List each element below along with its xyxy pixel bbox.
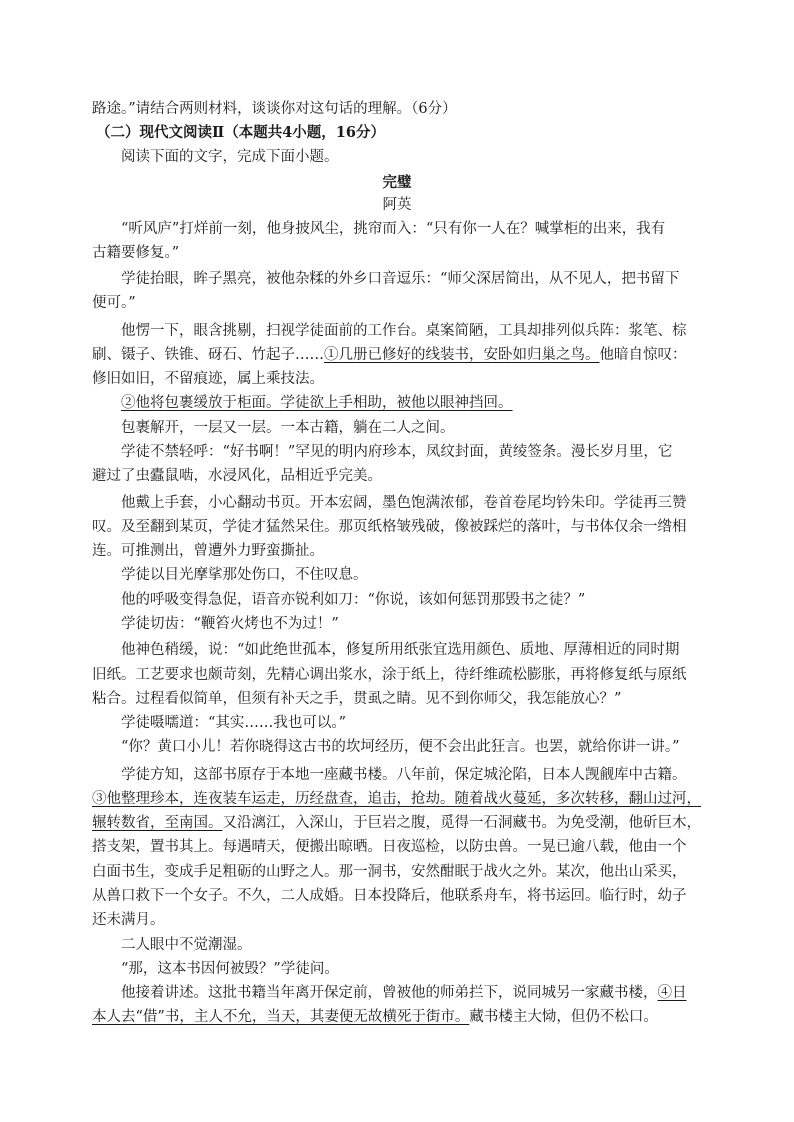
line-text: “听风庐”打烊前一刻，他身披风尘，挑帘而入：“只有你一人在？喊掌柜的出来，我有 (121, 221, 666, 237)
line-text: 学徒抬眼，眸子黑亮，被他杂糅的外乡口音逗乐：“师父深居简出，从不见人，把书留下 (121, 271, 680, 287)
story-line (121, 321, 687, 341)
reading-instruction: 阅读下面的文字，完成下面小题。 (121, 149, 339, 165)
line-text: 粘合。过程看似简单，但须有补天之手，贯虱之睛。见不到你师父，我怎能放心？” (92, 691, 622, 707)
underlined-passage: ②他将包裹缓放于柜面。学徒欲上手相助，被他以眼神挡回。 (121, 395, 513, 411)
story-author: 阿英 (382, 197, 412, 213)
story-line (121, 493, 687, 513)
story-line (121, 565, 368, 585)
story-line (121, 614, 339, 634)
story-line (92, 665, 687, 685)
line-text: 刷、镊子、铁锥、砑石、竹起子…… (92, 347, 324, 363)
story-line (92, 541, 324, 561)
story-line (92, 886, 687, 906)
line-text: 他暗自惊叹： (599, 347, 687, 363)
line-text: 二人眼中不觉潮湿。 (121, 937, 252, 953)
line-text: “你？黄口小儿！若你晓得这古书的坎坷经历，便不会出此狂言。也罢，就给你讲一讲。” (121, 739, 680, 755)
underlined-passage: 本人去“借”书，主人不允，当天，其妻便无故横死于街市。 (92, 1009, 470, 1025)
story-line (92, 813, 701, 833)
line-text: 他的呼吸变得急促，语音亦锐利如刀：“你说，该如何惩罚那毁书之徒？” (121, 592, 586, 608)
section-heading: （二）现代文阅读Ⅱ（本题共4小题，16分） (96, 124, 385, 141)
story-line (121, 765, 687, 785)
story-line (92, 1007, 658, 1027)
story-line (92, 862, 687, 882)
line-text: 学徒嗫嚅道：“其实……我也可以。” (121, 715, 347, 731)
line-text: 连。可推测出，曾遭外力野蛮撕扯。 (92, 543, 324, 559)
story-line (92, 910, 165, 930)
story-line (121, 393, 513, 413)
line-text: 他接着讲述。这批书籍当年离开保定前，曾被他的师弟拦下，说同城另一家藏书楼， (121, 985, 658, 1001)
line-text: 旧纸。工艺要求也颇苛刻，先精心调出浆水，涂于纸上，待纤维疏松膨胀，再将修复纸与原纸 (92, 667, 687, 683)
previous-question-end: 路途。”请结合两则材料，谈谈你对这句话的理解。（6分） (92, 101, 457, 117)
story-line (92, 369, 324, 389)
line-text: 修旧如旧，不留痕迹，属上乘技法。 (92, 371, 324, 387)
story-title: 完璧 (382, 174, 412, 191)
line-text: 避过了虫蠹鼠啮，水浸风化，品相近乎完美。 (92, 468, 382, 484)
line-text: 古籍要修复。” (92, 245, 180, 261)
story-line (92, 345, 687, 365)
line-text: 包裹解开，一层又一层。一本古籍，躺在二人之间。 (121, 420, 455, 436)
story-line (121, 219, 665, 239)
line-text: 他戴上手套，小心翻动书页。开本宏阔，墨色饱满浓郁，卷首卷尾均钤朱印。学徒再三赞 (121, 495, 687, 511)
line-text: 他神色稍缓，说：“如此绝世孤本，修复所用纸张宜选用颜色、质地、厚薄相近的同时期 (121, 642, 680, 658)
story-line (121, 983, 687, 1003)
story-line (121, 269, 679, 289)
story-line (92, 466, 382, 486)
story-line (92, 243, 179, 263)
underlined-passage: ④日 (657, 985, 687, 1001)
line-text: 从兽口救下一个女子。不久，二人成婚。日本投降后，他联系舟车，将书运回。临行时，幼子 (92, 888, 687, 904)
story-line (92, 789, 701, 809)
line-text: 搭支架，置书其上。每遇晴天，便搬出晾晒。日夜巡检，以防虫兽。一晃已逾八载，他由一个 (92, 839, 687, 855)
line-text: 学徒方知，这部书原存于本地一座藏书楼。八年前，保定城沦陷，日本人觊觎库中古籍。 (121, 767, 687, 783)
line-text: 白面书生，变成手足粗砺的山野之人。那一洞书，安然酣眠于战火之外。某次，他出山采买， (92, 864, 687, 880)
line-text: 他愣一下，眼含挑剔，扫视学徒面前的工作台。桌案简陋，工具却排列似兵阵：浆笔、棕 (121, 323, 687, 339)
story-line (121, 442, 672, 462)
line-text: 学徒以目光摩挲那处伤口，不住叹息。 (121, 567, 368, 583)
story-line (92, 293, 136, 313)
story-line (92, 517, 687, 537)
underlined-passage: ①几册已修好的线装书，安卧如归巢之鸟。 (324, 347, 600, 363)
story-line (121, 959, 339, 979)
story-line (121, 935, 252, 955)
story-line (121, 590, 585, 610)
story-line (92, 837, 687, 857)
line-text: 叹。及至翻到某页，学徒才猛然呆住。那页纸格皱残破，像被踩烂的落叶，与书体仅余一绺相 (92, 519, 687, 535)
story-line (92, 689, 621, 709)
line-text: “那，这本书因何被毁？”学徒问。 (121, 961, 339, 977)
story-line (121, 737, 680, 757)
story-line (121, 713, 346, 733)
underlined-passage: 辗转数省，至南国。 (92, 815, 223, 831)
story-line (121, 640, 679, 660)
line-text: 藏书楼主大恸，但仍不松口。 (469, 1009, 658, 1025)
story-line (121, 418, 455, 438)
line-text: 又沿漓江，入深山，于巨岩之腹，觅得一石洞藏书。为免受潮，他斫巨木， (222, 815, 701, 831)
underlined-passage: ③他整理珍本，连夜装车运走，历经盘查，追击，抢劫。随着战火蔓延，多次转移，翻山过河， (92, 791, 701, 807)
line-text: 便可。” (92, 295, 136, 311)
line-text: 学徒切齿：“鞭笞火烤也不为过！” (121, 616, 339, 632)
line-text: 学徒不禁轻呼：“好书啊！”罕见的明内府珍本，凤纹封面，黄绫签条。漫长岁月里，它 (121, 444, 673, 460)
line-text: 还未满月。 (92, 912, 165, 928)
